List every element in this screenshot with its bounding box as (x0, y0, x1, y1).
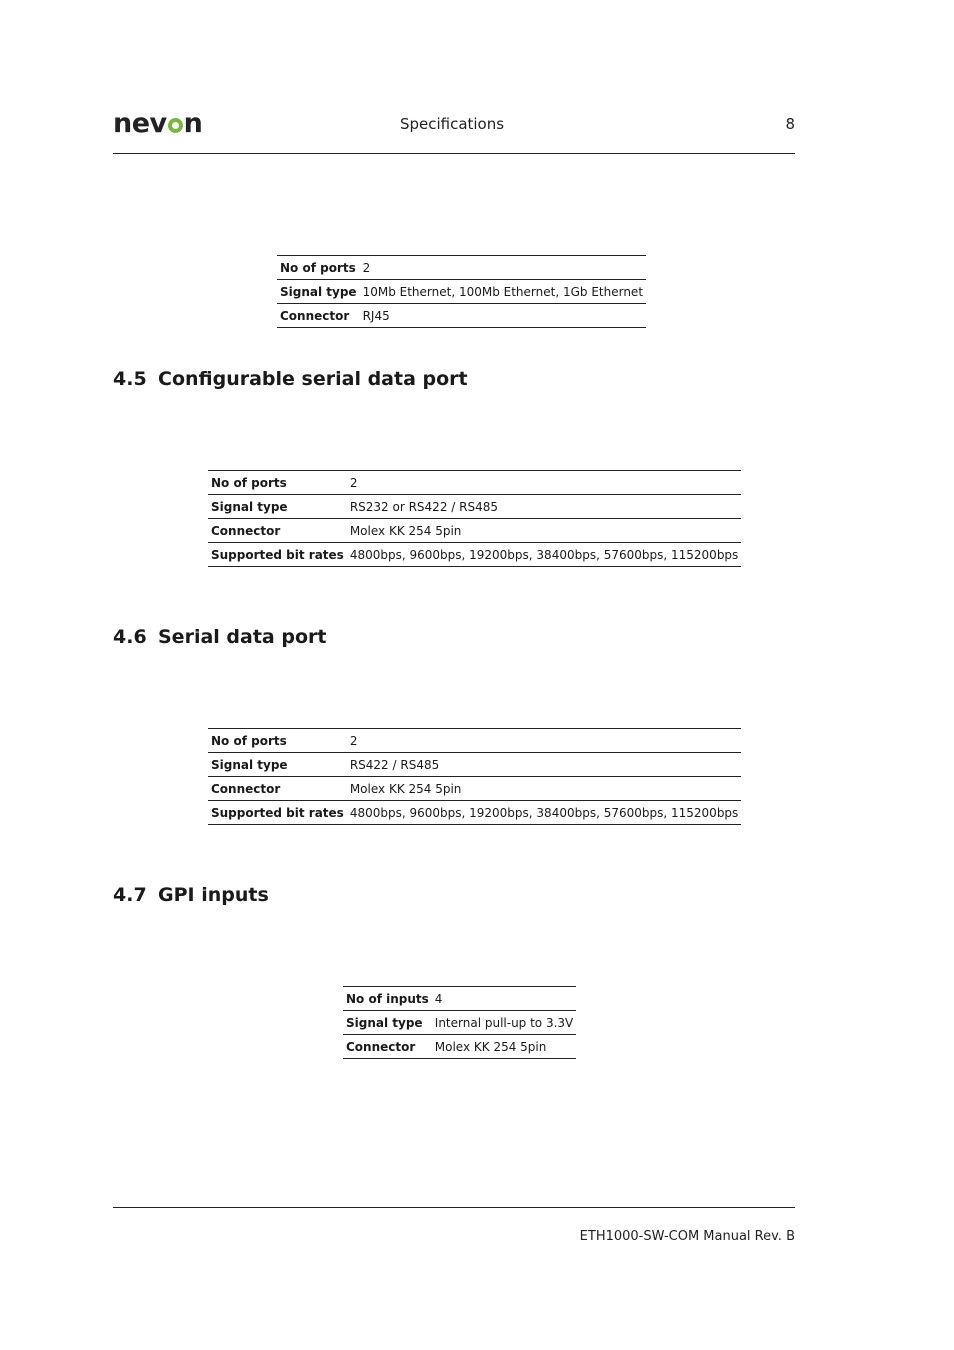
table-row (208, 753, 741, 777)
table-row (208, 495, 741, 519)
table-row (208, 801, 741, 825)
row-value: Molex KK 254 5pin (434, 1039, 547, 1054)
row-label: No of ports (211, 475, 287, 490)
row-label: Connector (211, 523, 281, 538)
row-label: Supported bit rates (211, 547, 344, 562)
header-rule (113, 153, 795, 154)
section-heading-4-6 (113, 626, 326, 648)
page-number: 8 (785, 115, 795, 133)
section-title: Serial data port (158, 626, 327, 648)
row-label: Connector (346, 1039, 416, 1054)
row-label: Signal type (346, 1015, 423, 1030)
row-label: Signal type (280, 284, 357, 299)
section-title: Configurable serial data port (158, 368, 468, 390)
section-heading-4-5 (113, 368, 468, 390)
table-row (277, 280, 646, 304)
section-heading-4-7 (113, 884, 269, 906)
ethernet-spec-table (277, 255, 646, 328)
logo-text-start: nev (113, 108, 167, 139)
row-label: No of ports (211, 733, 287, 748)
table-row (208, 777, 741, 801)
configurable-serial-spec-table (208, 470, 741, 567)
row-label: Supported bit rates (211, 805, 344, 820)
row-label: Connector (211, 781, 281, 796)
table-row (277, 304, 646, 328)
table-row (208, 729, 741, 753)
table-row (343, 1011, 576, 1035)
row-value: Internal pull-up to 3.3V (434, 1015, 574, 1030)
header-title: Specifications (399, 115, 505, 133)
row-value: Molex KK 254 5pin (349, 523, 462, 538)
table-row (208, 519, 741, 543)
row-value: 10Mb Ethernet, 100Mb Ethernet, 1Gb Ethernet (362, 284, 644, 299)
row-value: Molex KK 254 5pin (349, 781, 462, 796)
row-value: 2 (349, 733, 358, 748)
table-row (277, 256, 646, 280)
row-value: 4 (434, 991, 443, 1006)
row-value: RS232 or RS422 / RS485 (349, 499, 498, 514)
row-value: 4800bps, 9600bps, 19200bps, 38400bps, 57600bps, 115200bps (349, 547, 739, 562)
table-row (343, 987, 576, 1011)
row-value: 4800bps, 9600bps, 19200bps, 38400bps, 57600bps, 115200bps (349, 805, 739, 820)
row-value: RJ45 (362, 308, 390, 323)
row-label: No of inputs (346, 991, 429, 1006)
row-label: Signal type (211, 757, 288, 772)
section-number: 4.7 (113, 884, 147, 906)
footer-rule (113, 1207, 795, 1208)
row-label: Signal type (211, 499, 288, 514)
section-number: 4.5 (113, 368, 147, 390)
serial-spec-table (208, 728, 741, 825)
row-label: No of ports (280, 260, 356, 275)
section-number: 4.6 (113, 626, 147, 648)
gpi-spec-table (343, 986, 576, 1059)
footer-text: ETH1000-SW-COM Manual Rev. B (579, 1229, 795, 1244)
row-value: RS422 / RS485 (349, 757, 440, 772)
table-row (208, 543, 741, 567)
row-label: Connector (280, 308, 350, 323)
section-title: GPI inputs (158, 884, 269, 906)
logo-text-end: n (183, 108, 203, 139)
row-value: 2 (349, 475, 358, 490)
table-row (208, 471, 741, 495)
table-row (343, 1035, 576, 1059)
row-value: 2 (362, 260, 371, 275)
